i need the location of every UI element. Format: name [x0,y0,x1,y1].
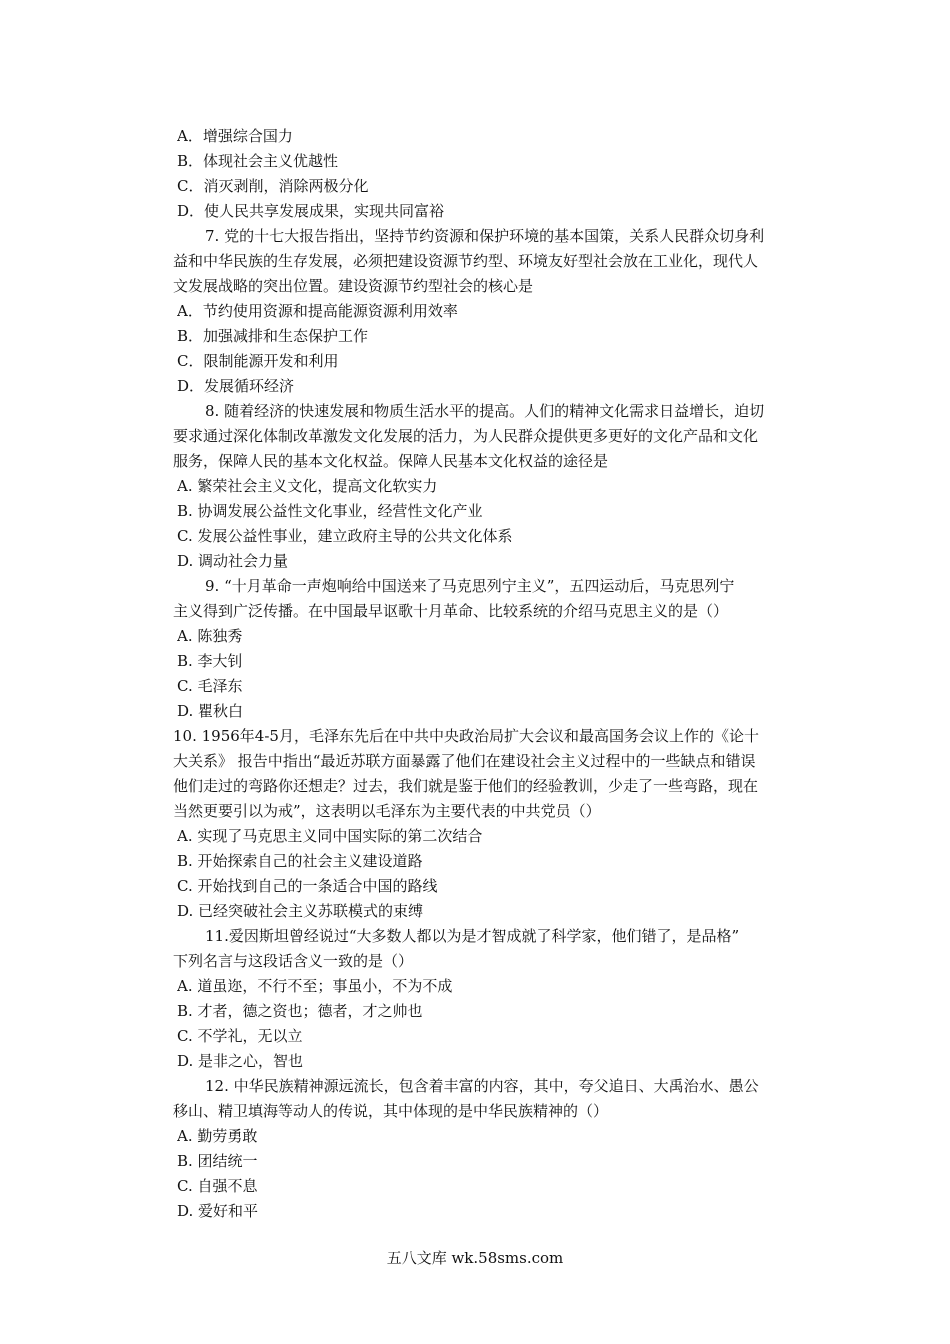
answer-option: B. 开始探索自己的社会主义建设道路 [177,852,423,870]
answer-option: B. 协调发展公益性文化事业，经营性文化产业 [177,502,483,520]
page-footer: 五八文库 wk.58sms.com [386,1249,564,1267]
answer-option: D. 已经突破社会主义苏联模式的束缚 [177,902,424,920]
answer-option: B. 团结统一 [177,1152,258,1170]
question-text-line: 大关系》 报告中指出“最近苏联方面暴露了他们在建设社会主义过程中的一些缺点和错误 [173,752,756,770]
question-text-line: 服务，保障人民的基本文化权益。保障人民基本文化权益的途径是 [173,452,609,470]
answer-option: A．增强综合国力 [177,127,293,145]
answer-option: B．体现社会主义优越性 [177,152,339,170]
answer-option: D. 瞿秋白 [177,702,244,720]
question-text-line: 7. 党的十七大报告指出，坚持节约资源和保护环境的基本国策，关系人民群众切身利 [205,227,765,245]
question-text-line: 要求通过深化体制改革激发文化发展的活力，为人民群众提供更多更好的文化产品和文化 [173,427,759,445]
question-text-line: 文发展战略的突出位置。建设资源节约型社会的核心是 [173,277,534,295]
question-text-line: 移山、精卫填海等动人的传说，其中体现的是中华民族精神的（） [173,1102,609,1120]
answer-option: C. 毛泽东 [177,677,243,695]
question-text-line: 8. 随着经济的快速发展和物质生活水平的提高。人们的精神文化需求日益增长，迫切 [205,402,765,420]
question-text-line: 当然更要引以为戒”，这表明以毛泽东为主要代表的中共党员（） [173,802,601,820]
answer-option: A. 繁荣社会主义文化，提高文化软实力 [177,477,438,495]
question-text-line: 9. “十月革命一声炮响给中国送来了马克思列宁主义”，五四运动后，马克思列宁 [205,577,735,595]
answer-option: D．发展循环经济 [177,377,295,395]
question-text-line: 下列名言与这段话含义一致的是（） [173,952,414,970]
answer-option: B．加强减排和生态保护工作 [177,327,369,345]
question-text-line: 11.爱因斯坦曾经说过“大多数人都以为是才智成就了科学家，他们错了，是品格” [205,927,740,945]
answer-option: C．限制能源开发和利用 [177,352,339,370]
answer-option: C. 发展公益性事业，建立政府主导的公共文化体系 [177,527,513,545]
answer-option: A. 实现了马克思主义同中国实际的第二次结合 [177,827,483,845]
question-text-line: 主义得到广泛传播。在中国最早讴歌十月革命、比较系统的介绍马克思主义的是（） [173,602,729,620]
answer-option: C．消灭剥削，消除两极分化 [177,177,369,195]
answer-option: C. 不学礼，无以立 [177,1027,303,1045]
answer-option: D. 调动社会力量 [177,552,289,570]
answer-option: C. 开始找到自己的一条适合中国的路线 [177,877,438,895]
question-text-line: 益和中华民族的生存发展，必须把建设资源节约型、环境友好型社会放在工业化，现代人 [173,252,759,270]
answer-option: A. 勤劳勇敢 [177,1127,258,1145]
question-text-line: 他们走过的弯路你还想走？过去，我们就是鉴于他们的经验教训，少走了一些弯路，现在 [173,777,759,795]
answer-option: D. 是非之心，智也 [177,1052,304,1070]
answer-option: A. 道虽迩，不行不至；事虽小，不为不成 [177,977,453,995]
answer-option: D．使人民共享发展成果，实现共同富裕 [177,202,445,220]
answer-option: A．节约使用资源和提高能源资源利用效率 [177,302,458,320]
answer-option: B. 李大钊 [177,652,243,670]
answer-option: B. 才者，德之资也；德者，才之帅也 [177,1002,423,1020]
answer-option: C. 自强不息 [177,1177,258,1195]
question-text-line: 10. 1956年4-5月，毛泽东先后在中共中央政治局扩大会议和最高国务会议上作的《论十 [173,727,759,745]
answer-option: A. 陈独秀 [177,627,243,645]
question-text-line: 12. 中华民族精神源远流长，包含着丰富的内容，其中，夸父追日、大禹治水、愚公 [205,1077,759,1095]
answer-option: D. 爱好和平 [177,1202,259,1220]
